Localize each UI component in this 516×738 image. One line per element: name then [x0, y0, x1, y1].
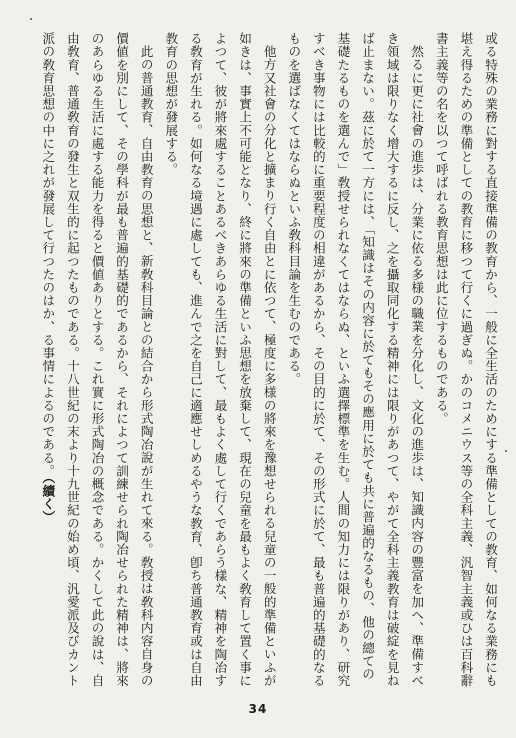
scan-speck: [505, 450, 507, 452]
paragraph-4-text: 此の普通教育、自由教育の思想と、新敎科目論との結合から形式陶冶說が生れて來る。敎授は敎科内容自身の價値を別にして、その學科が最も普遍的基礎的であるから、それによつて訓練せられ陶冶せられた精神は、將來のあらゆる生活に處する能力を得ると價値ありとする。これ實に形式陶冶の概念である。かくして此の說は、自由敎育、普通敎育の發生と双生的に起つたものである。十八世紀の末より十九世紀の始め頃、汎愛派及びカント派の敎育思想の中に之れが發展して行つたのはか、る事情によるのである。: [40, 32, 154, 687]
page-number: 34: [248, 702, 268, 716]
vertical-text-body: [18, 32, 502, 687]
paragraph-2: 然るに更に社會の進歩は、分業に依る多様の職業を分化し、文化の進歩は、知識内容の豐富を加へ、準備すべき領域は限りなく增大するに反し、之を攝取同化する精神には限りがあつて、やがて全科主義教育は破綻を見ねば止まない。茲に於て一方には、「知識はその内容に於てもその應用に於ても共に普遍的なるもの、他の總ての基礎たるものを選んで」敎授せられなくてはならぬ、といふ選擇標準を生む。人間の知力には限りがあり、研究すべき事物には比較的に重要程度の相違があるから、その目的に於て、その形式に於て、最も普遍的基礎的なるものを選ばなくてはならぬといふ敎科目論を生むのである。: [286, 32, 425, 687]
scan-speck: [30, 18, 32, 20]
paragraph-1: 或る特殊の業務に對する直接準備の教育から、一般に全生活のためにする準備としての教育、如何なる業務にも堪え得るための準備としての教育に移つて行くに過ぎぬ。かのコメニウス等の全科主義、汎智主義或ひは百科辭書主義等の名を以つて呼ばれる教育思想は此に位するものである。: [433, 32, 498, 687]
paragraph-4: [35, 32, 158, 687]
paragraph-3: 他方又社會の分化と擴まり行く自由とに依つて、極度に多様の將來を豫想せられる兒童の一般的準備といふが如きは、事實上不可能となり、終に將來の準備といふ思想を放棄して、現在の兒童を最もよく敎育して置く事によつて、彼が將來處することあるべきあらゆる生活に對して、最もよく處して行くであらう樣な、精神を陶冶する敎育が生れる。如何なる境遇に處しても、進んで之を自己に適應せしめるやうな教育、卽ち普通教育或は自由教育の思想が發展する。: [163, 32, 277, 687]
continuation-mark: （續く）: [40, 477, 56, 524]
